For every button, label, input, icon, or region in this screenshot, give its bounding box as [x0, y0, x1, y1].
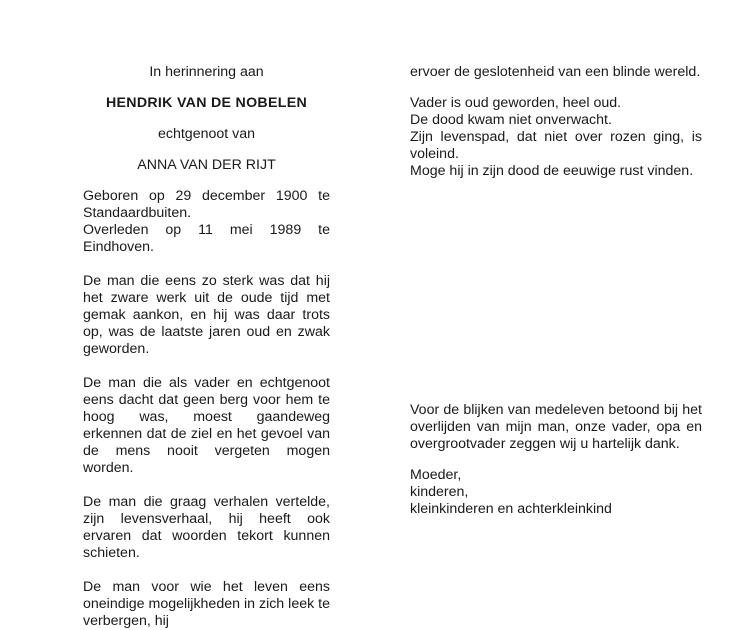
continuation-text: ervoer de geslotenheid van een blinde wereld. [410, 64, 701, 80]
verse-line: Vader is oud geworden, heel oud. [410, 95, 622, 111]
deceased-name: HENDRIK VAN DE NOBELEN [105, 95, 308, 111]
signature-line: Moeder, [410, 467, 462, 483]
spouse-label: echtgenoot van [157, 126, 256, 142]
spouse-name: ANNA VAN DER RIJT [137, 157, 276, 173]
paragraph-1: De man die eens zo sterk was dat hij het zware werk uit de oude tijd met gemak aankon, en hij was daar trots op, was de laatste jaren oud en zwak geworden. [83, 273, 330, 357]
right-column [410, 64, 702, 180]
paragraph-2: De man die als vader en echtgenoot eens dacht dat geen berg voor hem te hoog was, moest gaandeweg erkennen dat de ziel en het gevoel van de mens nooit vergeten mogen worden. [83, 375, 330, 476]
verse-line: De dood kwam niet onverwacht. [410, 112, 612, 128]
page-fold [367, 0, 368, 578]
signature-line: kinderen, [410, 484, 469, 500]
signatures [410, 467, 702, 518]
verse [410, 95, 702, 180]
paragraph-4: De man voor wie het leven eens oneindige mogelijkheden in zich leek te verbergen, hij [83, 579, 330, 629]
birth-info: Geboren op 29 december 1900 te Standaardbuiten. [83, 188, 330, 221]
verse-line: Moge hij in zijn dood de eeuwige rust vinden. [410, 163, 694, 179]
left-column [83, 64, 330, 630]
verse-line: Zijn levenspad, dat niet over rozen ging, is voleind. [410, 129, 702, 162]
paragraph-3: De man die graag verhalen vertelde, zijn levensverhaal, hij heeft ook ervaren dat woorden tekort kunnen schieten. [83, 494, 330, 561]
death-info: Overleden op 11 mei 1989 te Eindhoven. [83, 222, 330, 255]
intro-text: In herinnering aan [149, 64, 264, 80]
signature-line: kleinkinderen en achterkleinkind [410, 501, 612, 517]
acknowledgement-text: Voor de blijken van medeleven betoond bij het overlijden van mijn man, onze vader, opa en overgrootvader zeggen wij u hartelijk dank. [410, 402, 702, 452]
acknowledgement-block [410, 402, 702, 518]
